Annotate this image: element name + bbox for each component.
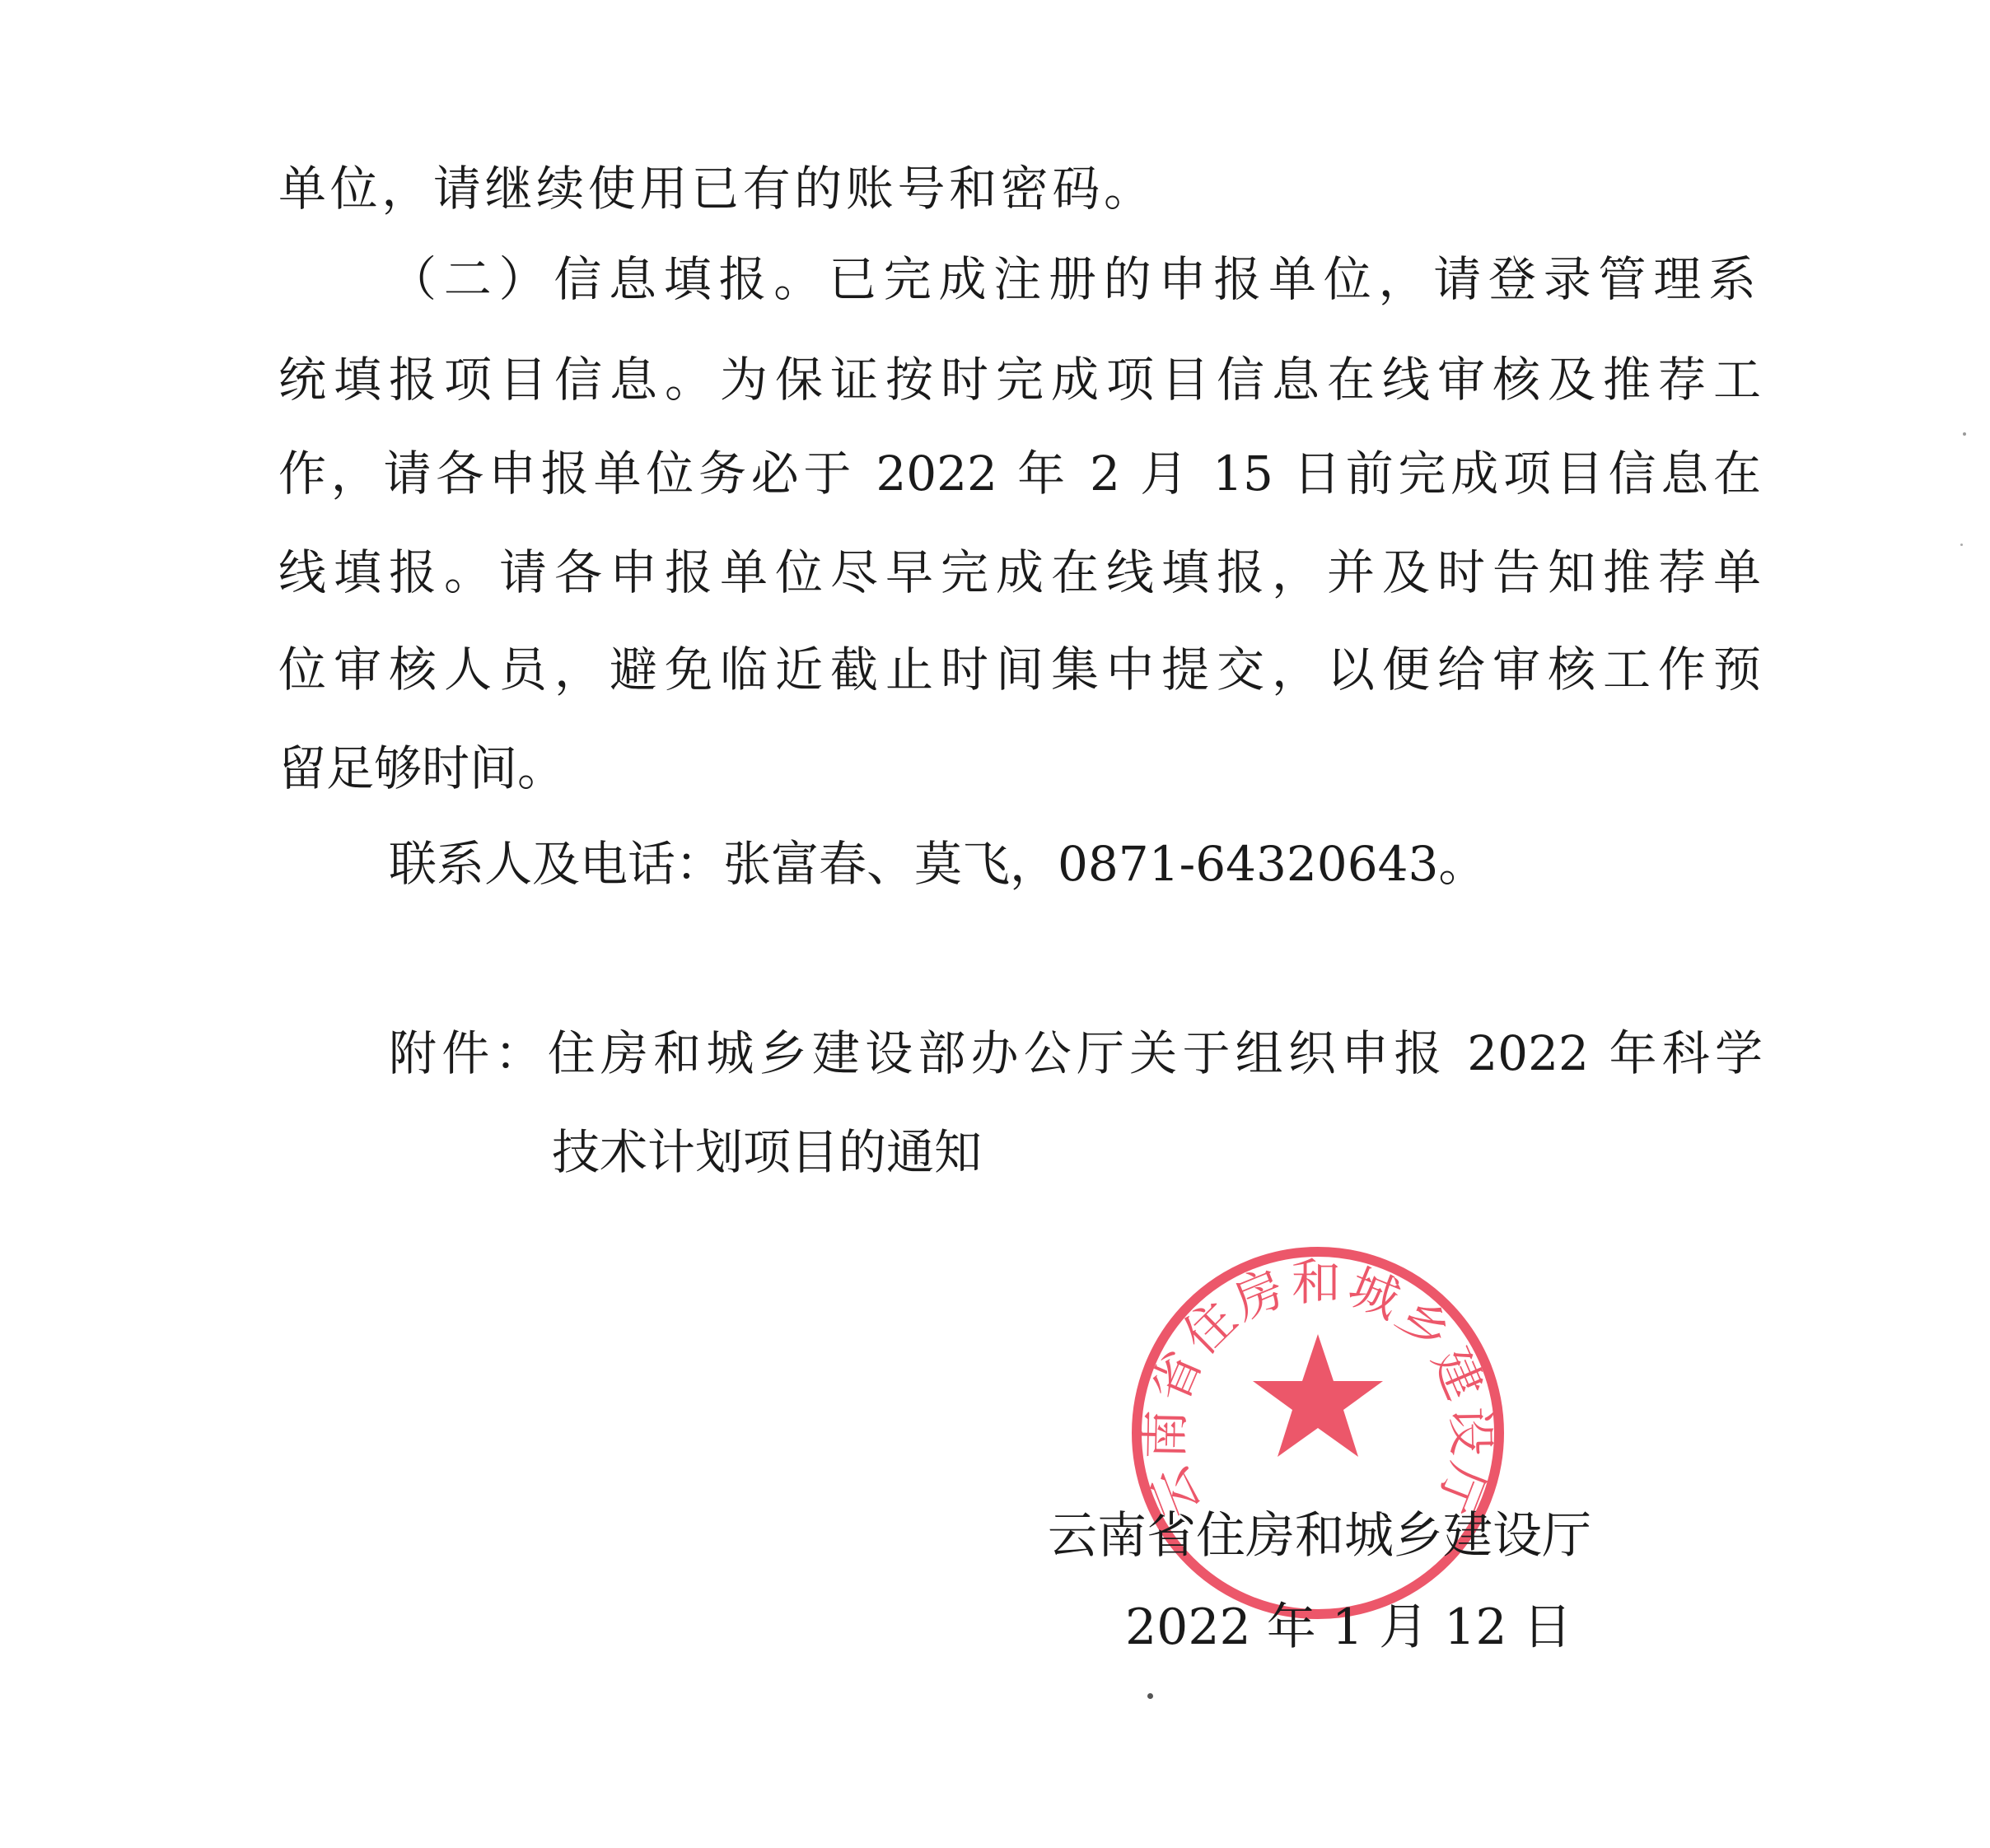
- attachment-line-2: 技术计划项目的通知: [552, 1124, 983, 1180]
- issuer-name: 云南省住房和城乡建设厅: [1048, 1507, 1591, 1565]
- scan-speck: [1960, 544, 1963, 546]
- contact-line: 联系人及电话：张富春、莫飞，0871-64320643。: [389, 836, 1487, 892]
- paragraph-2-line-3: 作，请各申报单位务必于 2022 年 2 月 15 日前完成项目信息在: [278, 446, 1761, 502]
- seal-star-icon: [1253, 1334, 1383, 1457]
- paragraph-2-line-2: 统填报项目信息。为保证按时完成项目信息在线审核及推荐工: [278, 352, 1761, 408]
- attachment-line-1: 附件：住房和城乡建设部办公厅关于组织申报 2022 年科学: [389, 1025, 1763, 1081]
- paragraph-1-tail: 单位，请继续使用已有的账号和密码。: [278, 161, 1151, 217]
- official-seal: [1124, 1239, 1511, 1626]
- scan-speck: [1963, 432, 1966, 436]
- issue-date: 2022 年 1 月 12 日: [1125, 1598, 1572, 1656]
- scan-speck: [1147, 1693, 1153, 1699]
- paragraph-2-line-1: （二）信息填报。已完成注册的申报单位，请登录管理系: [389, 251, 1756, 307]
- seal-text: 云南省住房和城乡建设厅: [1136, 1254, 1500, 1526]
- paragraph-2-line-5: 位审核人员，避免临近截止时间集中提交，以便给审核工作预: [278, 642, 1761, 698]
- paragraph-2-line-4: 线填报。请各申报单位尽早完成在线填报，并及时告知推荐单: [278, 544, 1761, 600]
- paragraph-2-line-6: 留足够时间。: [278, 740, 566, 796]
